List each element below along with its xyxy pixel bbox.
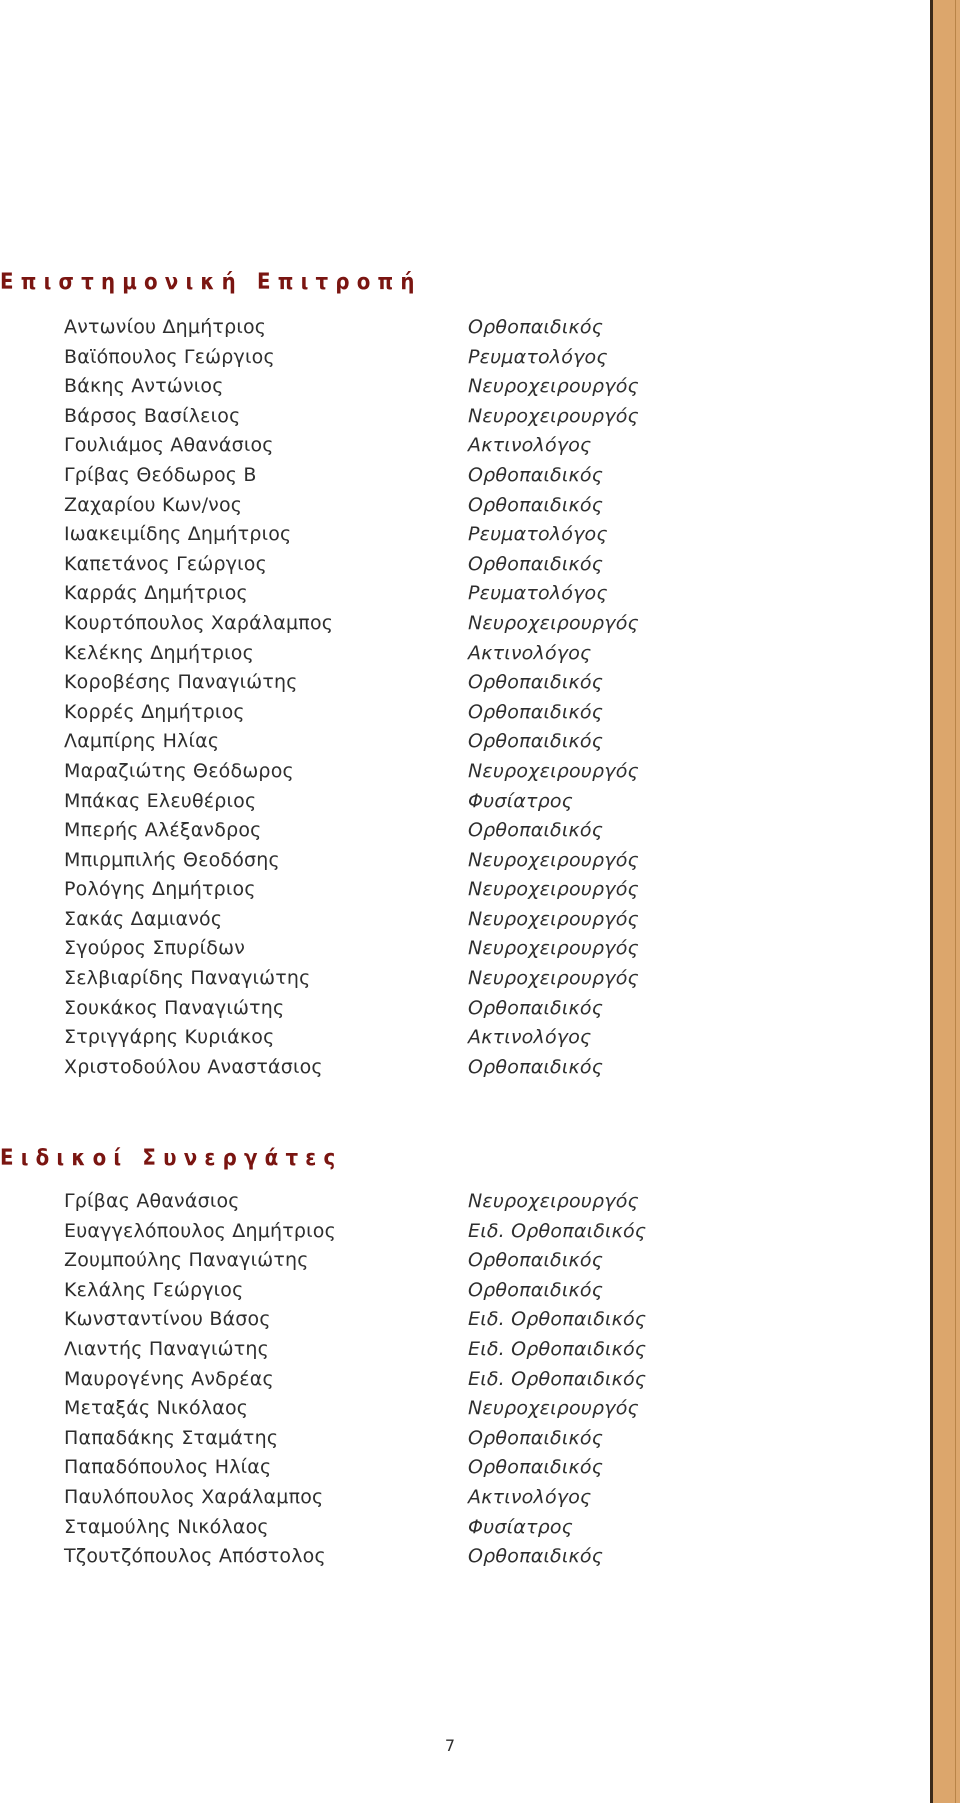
member-row (64, 934, 864, 964)
member-row (64, 491, 864, 521)
member-row (64, 1187, 864, 1217)
member-name: Παπαδάκης Σταμάτης (64, 1426, 279, 1449)
member-row (64, 994, 864, 1024)
member-row (64, 431, 864, 461)
special-associates-list (64, 1187, 864, 1572)
member-specialty: Ρευματολόγος (468, 582, 608, 605)
member-name: Χριστοδούλου Αναστάσιος (64, 1055, 323, 1078)
member-specialty: Ορθοπαιδικός (468, 996, 604, 1019)
member-name: Καπετάνος Γεώργιος (64, 552, 267, 575)
member-specialty: Ορθοπαιδικός (468, 493, 604, 516)
member-name: Κελέκης Δημήτριος (64, 641, 254, 664)
member-name: Μαυρογένης Ανδρέας (64, 1367, 274, 1390)
page-number: 7 (444, 1736, 456, 1755)
member-row (64, 550, 864, 580)
member-name: Μπιρμπιλής Θεοδόσης (64, 848, 280, 871)
member-name: Ζαχαρίου Κων/νος (64, 493, 243, 516)
member-specialty: Νευροχειρουργός (468, 375, 639, 398)
section-title-special-associates: Ειδικοί Συνεργάτες (0, 1146, 343, 1171)
member-specialty: Νευροχειρουργός (468, 848, 639, 871)
member-specialty: Ορθοπαιδικός (468, 1055, 604, 1078)
member-row (64, 343, 864, 373)
member-name: Σγούρος Σπυρίδων (64, 937, 246, 960)
member-row (64, 1335, 864, 1365)
member-row (64, 313, 864, 343)
member-row (64, 964, 864, 994)
member-specialty: Ειδ. Ορθοπαιδικός (468, 1337, 647, 1360)
member-specialty: Νευροχειρουργός (468, 759, 639, 782)
page-edge-band (930, 0, 960, 1803)
member-specialty: Ακτινολόγος (468, 1026, 592, 1049)
member-name: Σελβιαρίδης Παναγιώτης (64, 967, 311, 990)
member-row (64, 1424, 864, 1454)
member-specialty: Νευροχειρουργός (468, 611, 639, 634)
member-row (64, 1217, 864, 1247)
member-row (64, 816, 864, 846)
member-name: Καρράς Δημήτριος (64, 582, 248, 605)
member-specialty: Ορθοπαιδικός (468, 819, 604, 842)
member-specialty: Ακτινολόγος (468, 434, 592, 457)
member-specialty: Ειδ. Ορθοπαιδικός (468, 1308, 647, 1331)
scientific-committee-list (64, 313, 864, 1082)
member-specialty: Ορθοπαιδικός (468, 1456, 604, 1479)
member-specialty: Ορθοπαιδικός (468, 1426, 604, 1449)
member-row (64, 727, 864, 757)
member-name: Ευαγγελόπουλος Δημήτριος (64, 1219, 336, 1242)
member-row (64, 520, 864, 550)
member-row (64, 698, 864, 728)
member-specialty: Ειδ. Ορθοπαιδικός (468, 1219, 647, 1242)
member-name: Στριγγάρης Κυριάκος (64, 1026, 275, 1049)
member-specialty: Φυσίατρος (468, 1515, 574, 1538)
member-row (64, 1246, 864, 1276)
member-row (64, 1305, 864, 1335)
member-row (64, 372, 864, 402)
member-specialty: Νευροχειρουργός (468, 1397, 639, 1420)
member-name: Σουκάκος Παναγιώτης (64, 996, 285, 1019)
member-row (64, 1023, 864, 1053)
member-name: Βάκης Αντώνιος (64, 375, 224, 398)
member-name: Λιαντής Παναγιώτης (64, 1337, 270, 1360)
member-specialty: Ορθοπαιδικός (468, 552, 604, 575)
member-name: Ζουμπούλης Παναγιώτης (64, 1249, 309, 1272)
member-specialty: Ορθοπαιδικός (468, 463, 604, 486)
member-specialty: Ορθοπαιδικός (468, 316, 604, 338)
member-specialty: Φυσίατρος (468, 789, 574, 812)
member-row (64, 668, 864, 698)
member-name: Κορρές Δημήτριος (64, 700, 245, 723)
member-row (64, 1513, 864, 1543)
member-specialty: Ρευματολόγος (468, 523, 608, 546)
member-specialty: Νευροχειρουργός (468, 1190, 639, 1212)
member-name: Γουλιάμος Αθανάσιος (64, 434, 274, 457)
member-specialty: Ρευματολόγος (468, 345, 608, 368)
member-row (64, 875, 864, 905)
member-specialty: Ορθοπαιδικός (468, 1545, 604, 1568)
member-row (64, 1276, 864, 1306)
section-title-scientific-committee: Επιστημονική Επιτροπή (0, 270, 422, 295)
member-specialty: Νευροχειρουργός (468, 878, 639, 901)
member-name: Παπαδόπουλος Ηλίας (64, 1456, 272, 1479)
member-row (64, 757, 864, 787)
member-name: Μπερής Αλέξανδρος (64, 819, 262, 842)
member-specialty: Ορθοπαιδικός (468, 1249, 604, 1272)
member-name: Τζουτζόπουλος Απόστολος (64, 1545, 326, 1568)
member-name: Μαραζιώτης Θεόδωρος (64, 759, 294, 782)
member-name: Βαϊόπουλος Γεώργιος (64, 345, 275, 368)
member-name: Γρίβας Θεόδωρος Β (64, 463, 257, 486)
member-specialty: Ακτινολόγος (468, 1485, 592, 1508)
member-row (64, 1394, 864, 1424)
member-specialty: Νευροχειρουργός (468, 404, 639, 427)
member-name: Κελάλης Γεώργιος (64, 1278, 244, 1301)
member-row (64, 461, 864, 491)
member-row (64, 846, 864, 876)
member-name: Βάρσος Βασίλειος (64, 404, 241, 427)
member-name: Ρολόγης Δημήτριος (64, 878, 256, 901)
member-row (64, 1365, 864, 1395)
member-name: Γρίβας Αθανάσιος (64, 1190, 240, 1212)
member-row (64, 905, 864, 935)
member-name: Κοροβέσης Παναγιώτης (64, 671, 298, 694)
member-row (64, 579, 864, 609)
member-row (64, 1483, 864, 1513)
member-specialty: Νευροχειρουργός (468, 907, 639, 930)
member-row (64, 402, 864, 432)
member-name: Μεταξάς Νικόλαος (64, 1397, 249, 1420)
member-name: Κωνσταντίνου Βάσος (64, 1308, 271, 1331)
member-specialty: Ακτινολόγος (468, 641, 592, 664)
member-specialty: Νευροχειρουργός (468, 967, 639, 990)
member-row (64, 609, 864, 639)
member-name: Κουρτόπουλος Χαράλαμπος (64, 611, 334, 634)
member-specialty: Ορθοπαιδικός (468, 730, 604, 753)
member-specialty: Ορθοπαιδικός (468, 1278, 604, 1301)
member-specialty: Νευροχειρουργός (468, 937, 639, 960)
member-name: Σταμούλης Νικόλαος (64, 1515, 269, 1538)
member-name: Μπάκας Ελευθέριος (64, 789, 257, 812)
member-name: Παυλόπουλος Χαράλαμπος (64, 1485, 324, 1508)
member-name: Αντωνίου Δημήτριος (64, 316, 267, 338)
member-name: Λαμπίρης Ηλίας (64, 730, 220, 753)
member-row (64, 639, 864, 669)
member-name: Σακάς Δαμιανός (64, 907, 223, 930)
member-specialty: Ορθοπαιδικός (468, 700, 604, 723)
member-name: Ιωακειμίδης Δημήτριος (64, 523, 292, 546)
member-row (64, 1053, 864, 1083)
member-specialty: Ειδ. Ορθοπαιδικός (468, 1367, 647, 1390)
member-row (64, 1542, 864, 1572)
member-row (64, 787, 864, 817)
member-specialty: Ορθοπαιδικός (468, 671, 604, 694)
member-row (64, 1453, 864, 1483)
